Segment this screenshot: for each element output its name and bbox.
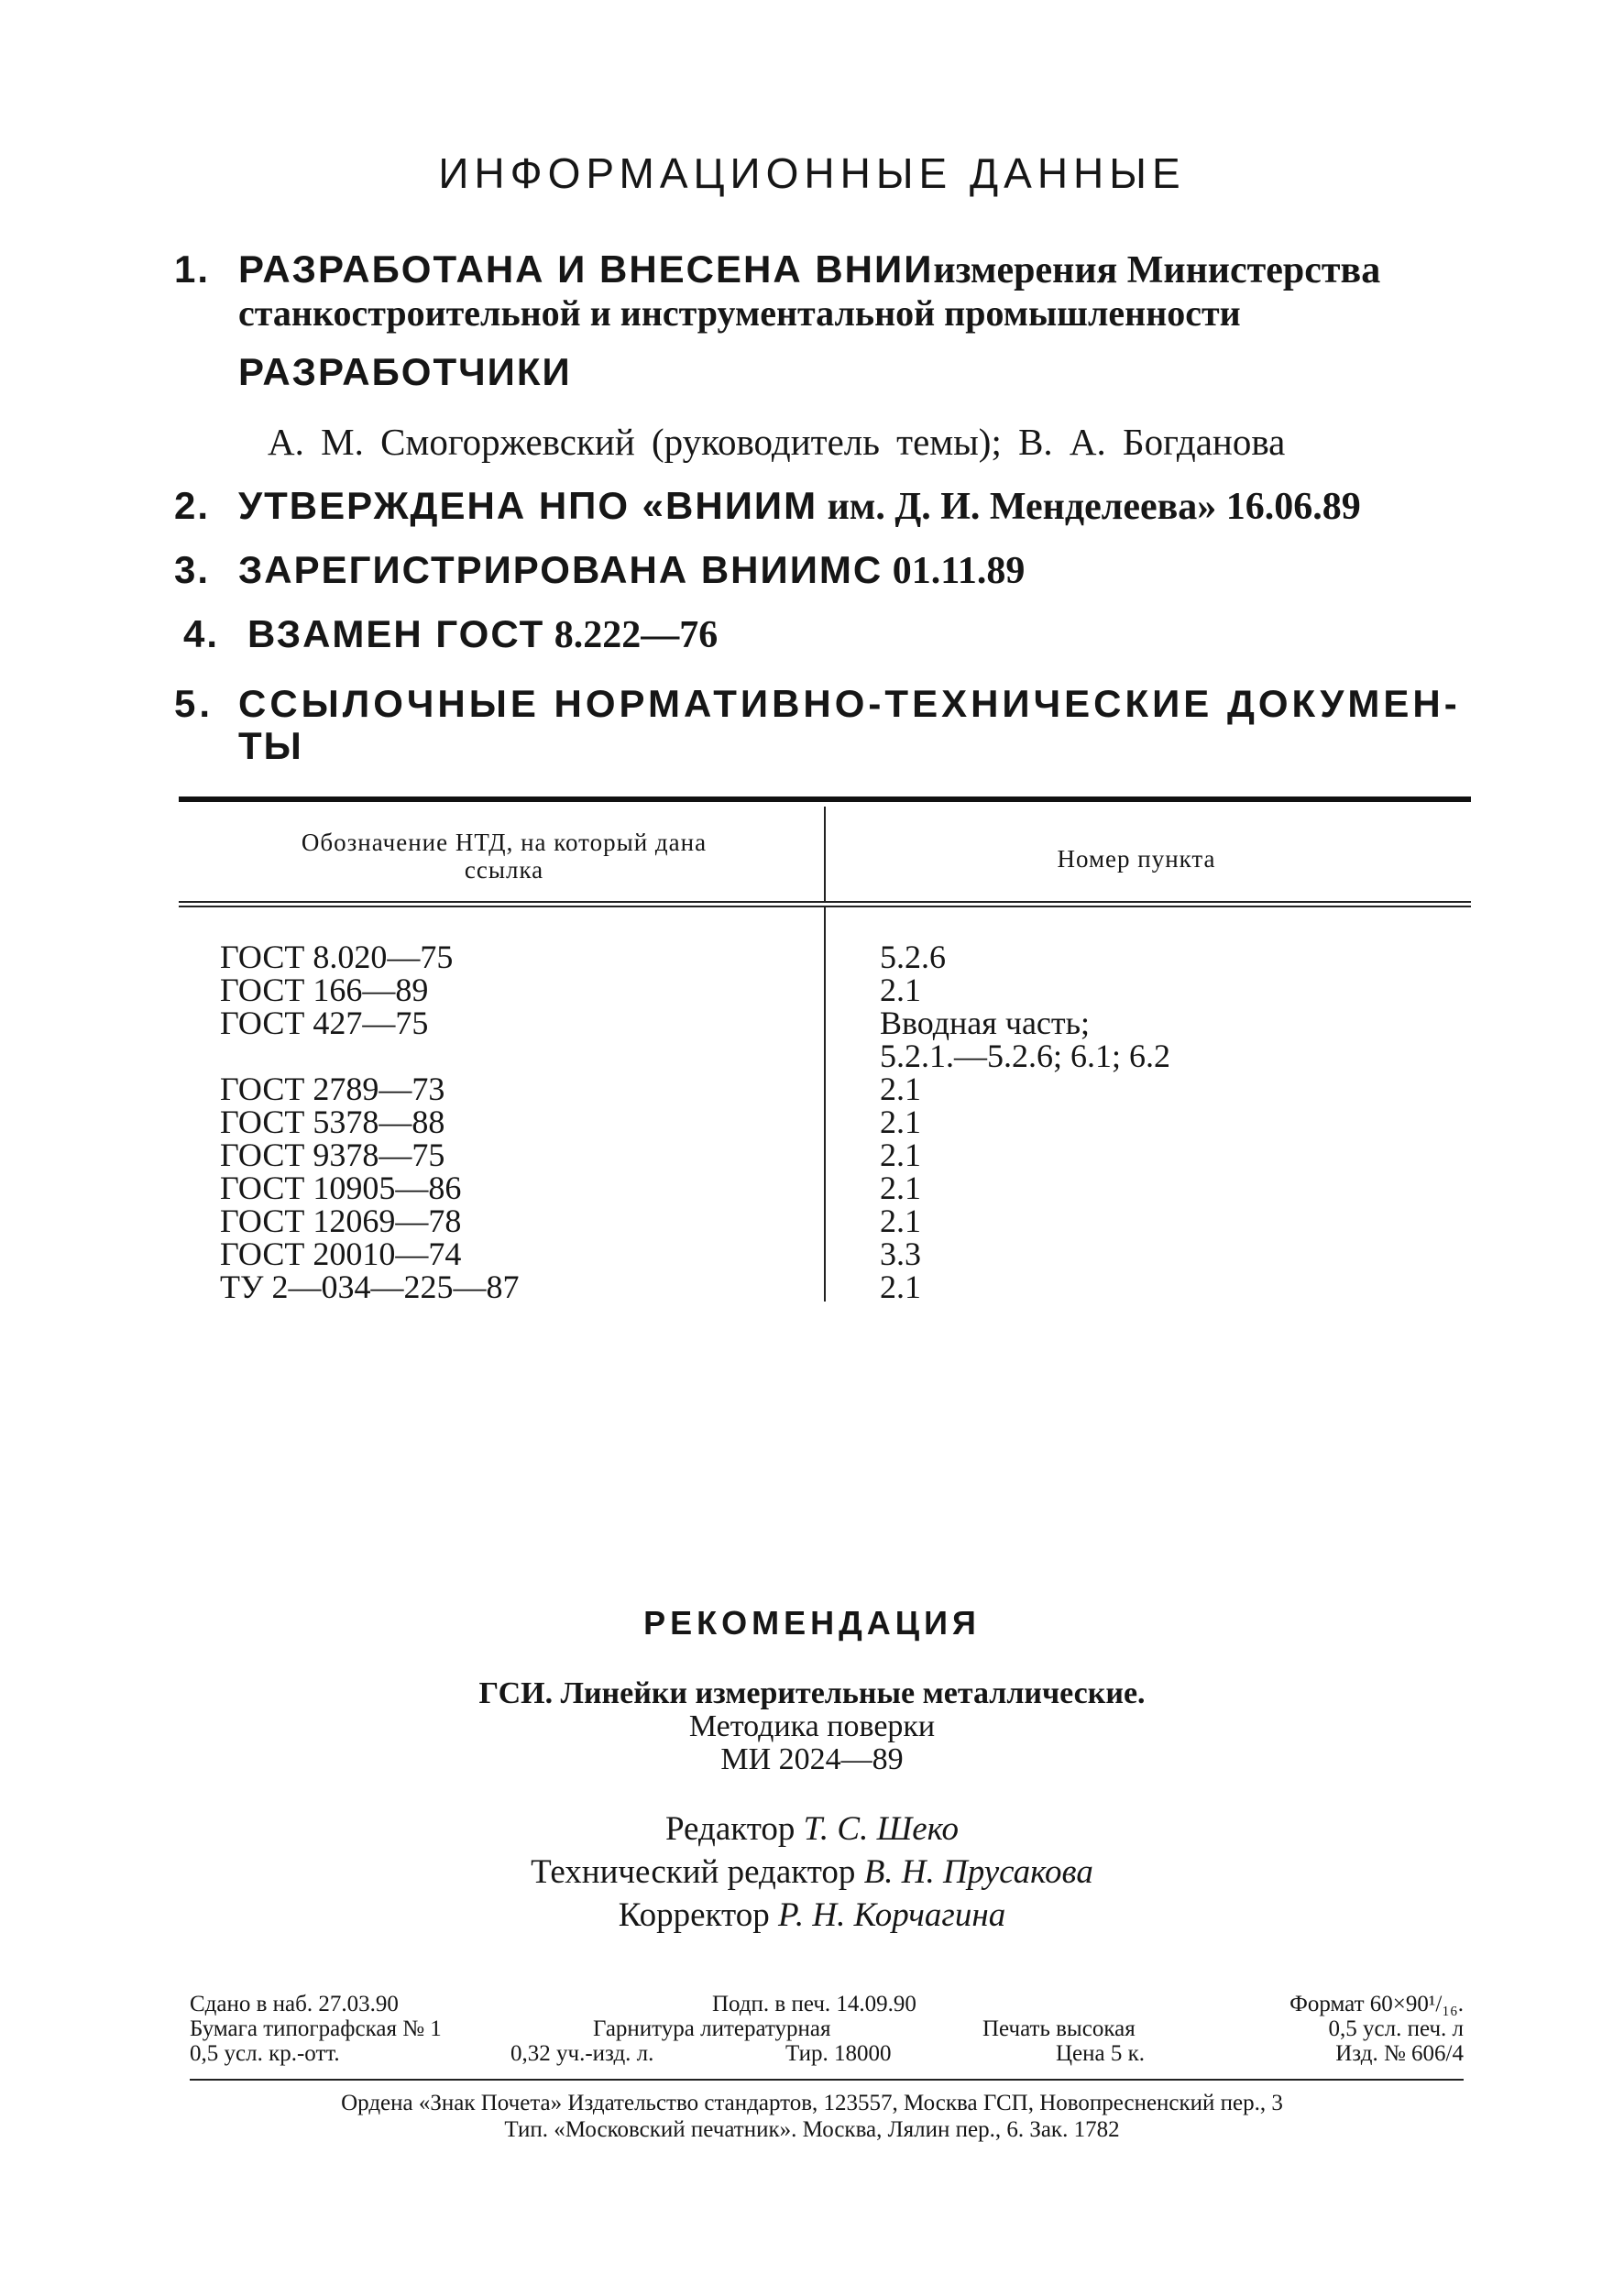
item-text: РАЗРАБОТАНА И ВНЕСЕНА ВНИИ (238, 247, 934, 291)
page-heading: ИНФОРМАЦИОННЫЕ ДАННЫЕ (438, 149, 1186, 197)
imprint-row-3 (190, 2041, 1464, 2066)
item-text: ВЗАМЕН ГОСТ (247, 612, 545, 655)
imprint-cell: Изд. № 606/4 (1335, 2041, 1464, 2066)
recommendation-title: РЕКОМЕНДАЦИЯ (643, 1604, 981, 1642)
table-cell-point: 2.1 (880, 1170, 921, 1206)
table-cell-point: 2.1 (880, 1104, 921, 1140)
imprint-cell: Бумага типографская № 1 (190, 2016, 442, 2041)
corrector-label: Корректор (618, 1896, 770, 1934)
imprint-cell: 0,32 уч.-изд. л. (510, 2041, 654, 2066)
item-text: ССЫЛОЧНЫЕ НОРМАТИВНО-ТЕХНИЧЕСКИЕ ДОКУМЕН- (238, 682, 1461, 725)
table-cell-point: 2.1 (880, 1203, 921, 1239)
table-doc-column (220, 940, 519, 1303)
item-2 (174, 484, 1361, 529)
table-header-point: Номер пункта (1057, 845, 1216, 873)
tech-editor-name: В. Н. Прусакова (863, 1853, 1093, 1891)
imprint-cell: Формат 60×90¹/₁₆. (1289, 1992, 1464, 2016)
imprint-cell: Гарнитура литературная (593, 2016, 831, 2041)
printer-line: Тип. «Московский печатник». Москва, Лялин пер., 6. Зак. 1782 (504, 2117, 1120, 2142)
table-cell-doc: ГОСТ 10905—86 (220, 1170, 462, 1206)
imprint-cell: Цена 5 к. (1056, 2041, 1146, 2066)
item-number: 5. (174, 682, 214, 725)
recommendation-subtitle-2: Методика поверки (688, 1709, 936, 1743)
editor-line (0, 1807, 1624, 1851)
editor-name: Т. С. Шеко (803, 1810, 960, 1848)
imprint-cell: Подп. в печ. 14.09.90 (712, 1992, 916, 2016)
table-cell-doc: ГОСТ 20010—74 (220, 1236, 462, 1272)
item-1-line2: станкостроительной и инструментальной промышленности (238, 292, 1241, 334)
table-cell-point: 5.2.1.—5.2.6; 6.1; 6.2 (880, 1038, 1171, 1074)
table-cell-doc: ГОСТ 9378—75 (220, 1137, 445, 1173)
table-cell-point: Вводная часть; (880, 1005, 1091, 1041)
tech-editor-line (0, 1851, 1624, 1894)
imprint-row-1 (190, 1992, 1464, 2016)
table-header-rule (179, 901, 1471, 907)
imprint-cell: 0,5 усл. кр.-отт. (190, 2041, 340, 2066)
publisher-line: Ордена «Знак Почета» Издательство стандартов, 123557, Москва ГСП, Новопресненский пер., 3 (341, 2091, 1283, 2115)
editor-label: Редактор (664, 1810, 796, 1848)
table-cell-point: 2.1 (880, 972, 921, 1008)
developers-list: А. М. Смогоржевский (руководитель темы); В. А. Богданова (268, 421, 1286, 463)
item-5 (174, 682, 1461, 726)
item-3 (174, 548, 1026, 593)
table-cell-doc: ГОСТ 2789—73 (220, 1071, 445, 1107)
item-5-line2: ТЫ (238, 724, 303, 767)
recommendation-subtitle-3: МИ 2024—89 (720, 1742, 904, 1776)
table-cell-doc: ГОСТ 166—89 (220, 972, 429, 1008)
item-text: ЗАРЕГИСТРИРОВАНА ВНИИМС (238, 548, 883, 591)
table-body-divider (824, 907, 826, 1302)
table-cell-doc: ГОСТ 427—75 (220, 1005, 429, 1041)
corrector-name: Р. Н. Корчагина (777, 1896, 1006, 1934)
item-1 (174, 247, 1381, 292)
recommendation-subtitle-1: ГСИ. Линейки измерительные металлические. (478, 1676, 1146, 1710)
table-cell-doc: ГОСТ 5378—88 (220, 1104, 445, 1140)
item-text-plain: 8.222—76 (544, 614, 719, 656)
corrector-line (0, 1894, 1624, 1937)
table-cell-point: 3.3 (880, 1236, 921, 1272)
table-cell-doc: ГОСТ 12069—78 (220, 1203, 462, 1239)
item-number: 4. (183, 612, 220, 655)
item-text-plain: измерения Министерства (933, 249, 1381, 291)
item-number: 2. (174, 484, 211, 527)
footer-rule (190, 2079, 1464, 2081)
table-cell-point: 2.1 (880, 1269, 921, 1305)
table-cell-doc (220, 1039, 519, 1072)
item-number: 3. (174, 548, 211, 591)
developers-label: РАЗРАБОТЧИКИ (238, 350, 572, 393)
table-header-document: Обозначение НТД, на который дана ссылка (301, 829, 708, 884)
imprint-cell: Тир. 18000 (785, 2041, 892, 2066)
table-header-divider (824, 807, 826, 901)
table-point-column (880, 940, 1170, 1303)
item-4 (183, 612, 719, 657)
table-cell-point: 2.1 (880, 1137, 921, 1173)
table-cell-doc: ТУ 2—034—225—87 (220, 1269, 520, 1305)
imprint-cell: 0,5 усл. печ. л (1328, 2016, 1464, 2041)
tech-editor-label: Технический редактор (531, 1853, 856, 1891)
item-text: УТВЕРЖДЕНА НПО «ВНИИМ (238, 484, 818, 527)
item-text-plain: 01.11.89 (883, 550, 1026, 592)
imprint-row-2 (190, 2016, 1464, 2041)
table-cell-point: 5.2.6 (880, 939, 946, 975)
item-number: 1. (174, 247, 211, 291)
item-text-plain: им. Д. И. Менделеева» 16.06.89 (817, 486, 1361, 528)
imprint-cell: Печать высокая (982, 2016, 1136, 2041)
table-cell-point: 2.1 (880, 1071, 921, 1107)
imprint-cell: Сдано в наб. 27.03.90 (190, 1992, 399, 2016)
table-top-rule (179, 796, 1471, 802)
table-cell-doc: ГОСТ 8.020—75 (220, 939, 454, 975)
